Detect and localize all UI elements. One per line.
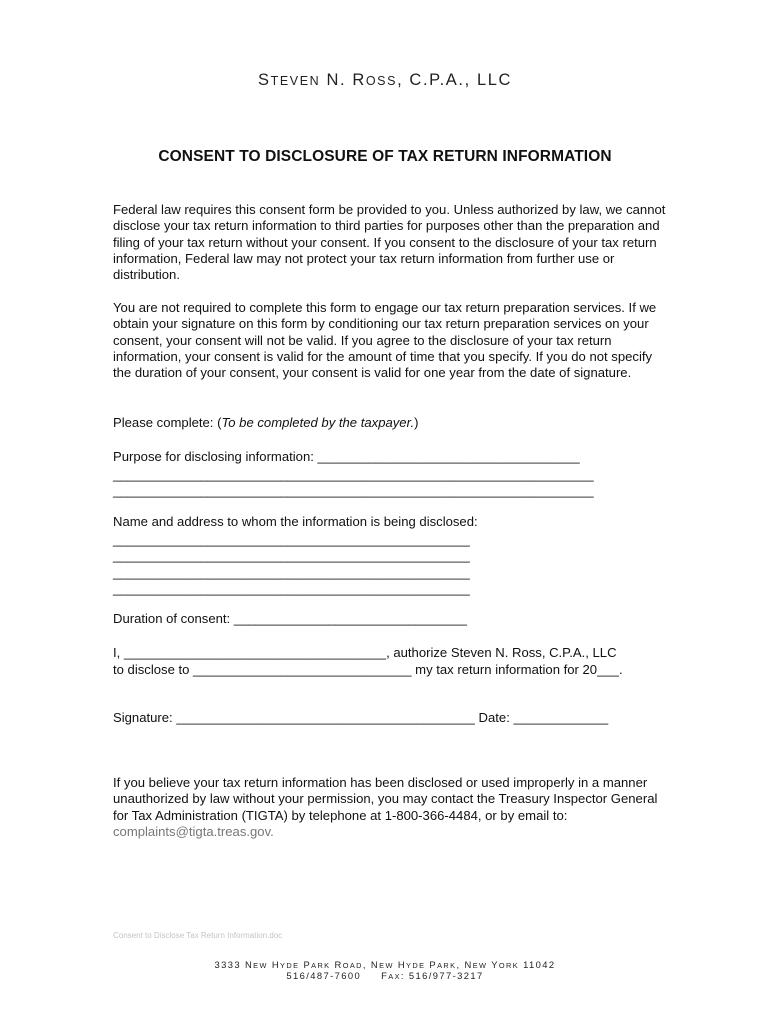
date-blank[interactable]: _____________ <box>513 710 609 725</box>
purpose-blank-line-3[interactable]: __________________________________________________________________ <box>113 483 594 498</box>
date-label: Date: <box>474 710 514 725</box>
signature-label: Signature: <box>113 710 177 725</box>
document-title: CONSENT TO DISCLOSURE OF TAX RETURN INFORMATION <box>158 148 612 165</box>
duration-blank[interactable]: ________________________________ <box>233 611 467 626</box>
signature-blank[interactable]: _________________________________________ <box>176 710 475 725</box>
duration-label: Duration of consent: <box>113 611 234 626</box>
recipient-label: Name and address to whom the information is being disclosed: <box>113 514 478 529</box>
paragraph-federal-law: Federal law requires this consent form be provided to you. Unless authorized by law, we cannot disclose your tax return information to third parties for purposes other than the preparation and filing of your tax return without your consent. If you consent to the disclosure of your tax return information, Federal law may not protect your tax return information from further use or distribution. <box>113 202 666 283</box>
duration-field-row <box>113 611 467 627</box>
purpose-field-row <box>113 449 580 465</box>
footer-phone: 516/487-7600 <box>286 970 362 981</box>
authorize-line-2[interactable]: to disclose to ______________________________ my tax return information for 20___. <box>113 662 623 677</box>
purpose-blank[interactable]: ____________________________________ <box>317 449 580 464</box>
recipient-blank-line[interactable]: _________________________________________________ <box>113 581 470 596</box>
paragraph-not-required: You are not required to complete this form to engage our tax return preparation services. If we obtain your signature on this form by conditioning our tax return preparation services on your consent, your consent will not be valid. If you agree to the disclosure of your tax return information, your consent is valid for the amount of time that you specify. If you do not specify the duration of your consent, your consent is valid for one year from the date of signature. <box>113 300 657 381</box>
footer-phone-fax: 516/487-7600 FAX: 516/977-3217 <box>286 970 484 981</box>
authorize-line-1[interactable]: I, ____________________________________, authorize Steven N. Ross, C.P.A., LLC <box>113 645 617 660</box>
signature-row <box>113 710 608 726</box>
recipient-blank-line[interactable]: _________________________________________________ <box>113 548 470 563</box>
footer-address: 3333 NEW HYDE PARK ROAD, NEW HYDE PARK, NEW YORK 11042 <box>214 959 556 970</box>
file-name-footer: Consent to Disclose Tax Return Information.doc <box>113 931 283 940</box>
purpose-blank-line-2[interactable]: __________________________________________________________________ <box>113 467 594 482</box>
footer-fax: : 516/977-3217 <box>400 970 484 981</box>
tigta-email-link[interactable]: complaints@tigta.treas.gov. <box>113 823 274 839</box>
purpose-label: Purpose for disclosing information: <box>113 449 318 464</box>
firm-name-header: STEVEN N. ROSS, C.P.A., LLC <box>257 71 513 89</box>
please-complete-instruction: Please complete: (To be completed by the taxpayer.) <box>113 415 419 430</box>
recipient-blank-line[interactable]: _________________________________________________ <box>113 565 470 580</box>
recipient-blank-line[interactable]: _________________________________________________ <box>113 532 470 547</box>
tigta-contact-paragraph: If you believe your tax return information has been disclosed or used improperly in a manner unauthorized by law without your permission, you may contact the Treasury Inspector General for Tax Administration (TIGTA) by telephone at 1-800-366-4484, or by email to: complaints@tigta.treas.gov. <box>113 775 658 839</box>
